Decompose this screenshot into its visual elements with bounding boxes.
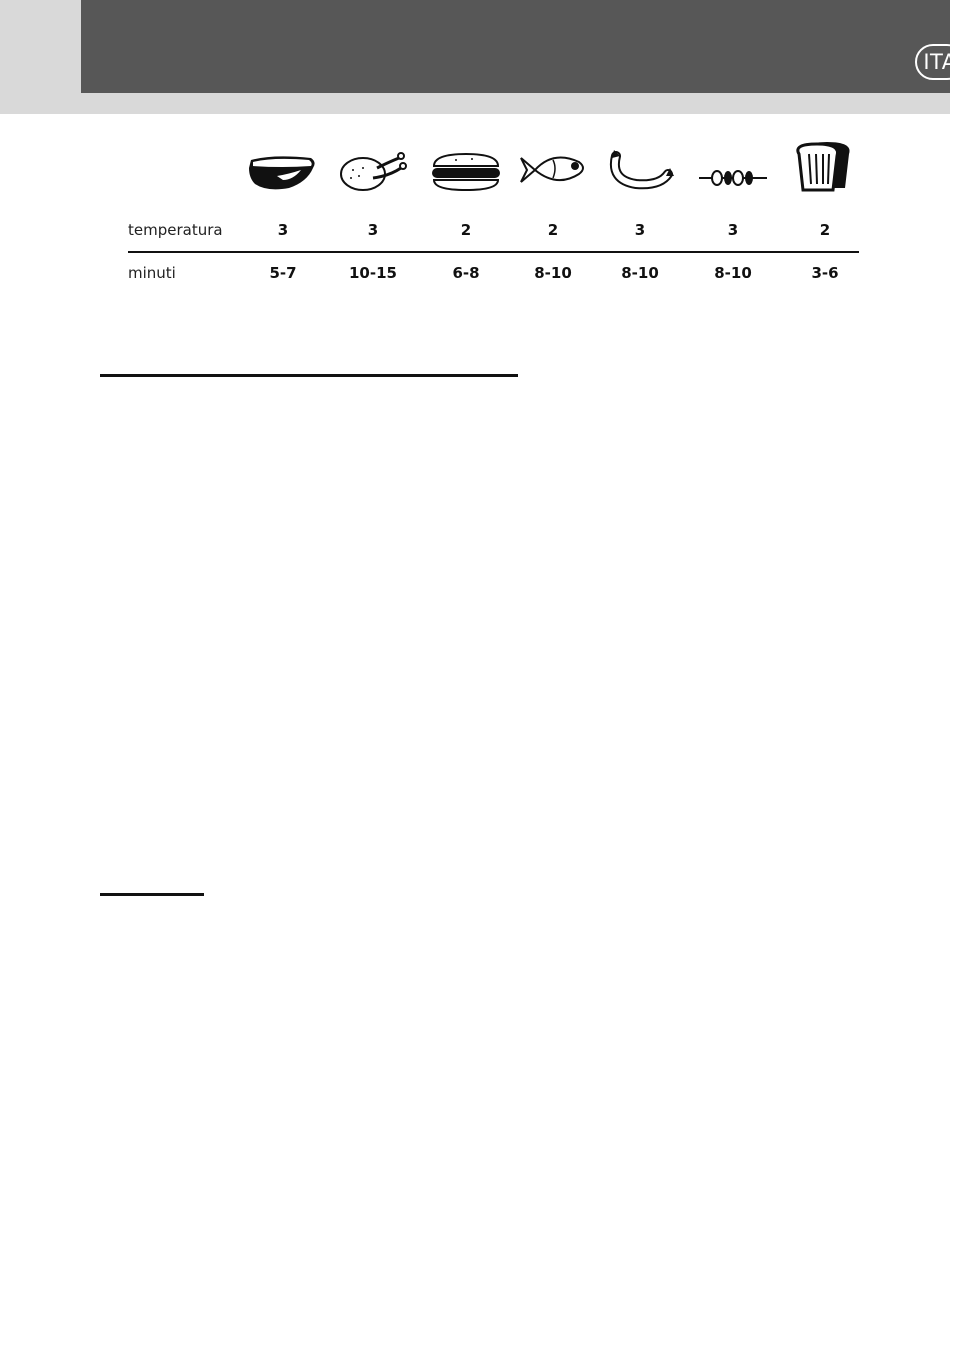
section-divider <box>100 374 518 377</box>
table-cell: 8-10 <box>621 264 659 282</box>
table-cell: 3 <box>367 221 379 239</box>
steak-icon <box>243 138 323 198</box>
table-cell: 8-10 <box>714 264 752 282</box>
section-divider <box>100 893 204 896</box>
table-cell: 2 <box>547 221 559 239</box>
row-label-minuti: minuti <box>128 264 176 282</box>
header-bar <box>81 0 957 93</box>
table-cell: 2 <box>819 221 831 239</box>
row-label-temperatura: temperatura <box>128 221 223 239</box>
table-cell: 8-10 <box>534 264 572 282</box>
table-cell: 10-15 <box>349 264 397 282</box>
table-cell: 5-7 <box>269 264 297 282</box>
table-cell: 3 <box>277 221 289 239</box>
sausage-icon <box>600 138 680 198</box>
fish-icon <box>513 138 593 198</box>
skewer-icon <box>693 138 773 198</box>
hamburger-icon <box>426 138 506 198</box>
toast-icon <box>787 138 867 198</box>
chicken-icon <box>333 138 413 198</box>
table-cell: 3 <box>727 221 739 239</box>
table-cell: 6-8 <box>452 264 480 282</box>
language-badge: ITA <box>915 44 965 80</box>
table-divider <box>128 251 859 253</box>
table-cell: 3-6 <box>811 264 839 282</box>
table-cell: 2 <box>460 221 472 239</box>
table-cell: 3 <box>634 221 646 239</box>
